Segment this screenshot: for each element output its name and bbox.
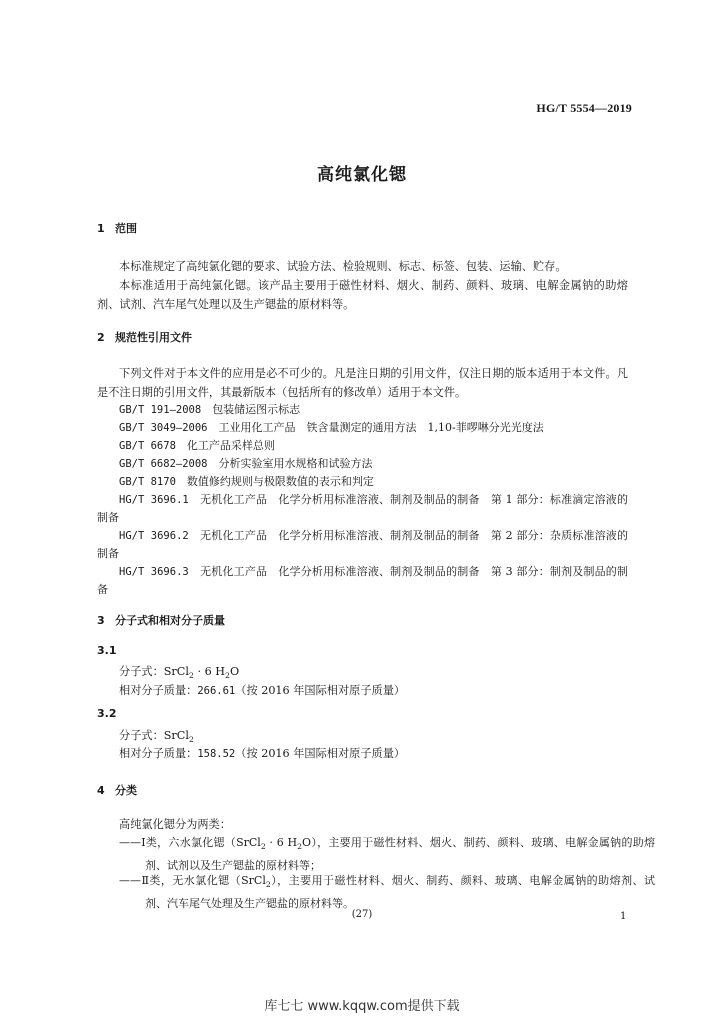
reference-title: 包装储运图示标志 [212,403,301,416]
reference-item [97,563,628,599]
formula-part: · 6 H [193,665,226,678]
document-title: 高纯氯化锶 [317,165,407,185]
reference-code: GB/T 6678 [119,440,176,452]
item-subscript: 2 [297,842,303,852]
reference-item [97,419,628,437]
standard-code: HG/T 5554—2019 [536,101,632,115]
subsection-3-1-number: 3.1 [97,644,117,657]
page-number-right: 1 [620,911,627,922]
reference-title: 无机化工产品 化学分析用标准溶液、制剂及制品的制备 第 3 部分：制剂及制品的制备 [97,565,628,596]
section-1-paragraph-2: 本标准适用于高纯氯化锶。该产品主要用于磁性材料、烟火、制药、颜料、玻璃、电解金属钠的助熔剂、试剂、汽车尾气处理以及生产锶盐的原材料等。 [97,279,628,311]
page-number-center: (27) [351,909,373,920]
mass-value: 158.52 [197,748,236,760]
reference-code: GB/T 8170 [119,476,176,488]
item-subscript: 2 [265,880,271,890]
formula-part: O [230,665,240,678]
item-subscript: 2 [260,842,266,852]
reference-code: HG/T 3696.2 [119,530,189,542]
section-3-heading [97,612,225,628]
section-4-title: 分类 [115,784,137,797]
item-text: ——Ⅰ类，六水氯化锶（SrCl [119,836,261,849]
classification-item-2 [119,871,655,913]
footer-watermark: 库七七 www.kqqw.com提供下载 [264,999,460,1014]
mass-note: （按 2016 年国际相对原子质量） [235,684,406,697]
reference-code: HG/T 3696.1 [119,494,189,506]
formula-subscript: 2 [188,735,194,745]
classification-item-1 [119,833,655,875]
item-text: · 6 H [265,836,298,849]
section-1-number: 1 [97,222,105,235]
mass-line-3-1 [119,681,405,701]
section-3-number: 3 [97,614,105,627]
item-text: O），主要用于磁性材料、烟火、制药、颜料、玻璃、电解金属钠的助熔剂、试剂以及生产锶盐的原材料等； [145,836,656,873]
reference-item [97,455,628,473]
section-1-title: 范围 [115,222,137,235]
reference-title: 化工产品采样总则 [186,439,275,452]
section-4-heading [97,782,137,798]
formula-part: SrCl [163,665,189,678]
reference-item [97,473,628,491]
mass-label: 相对分子质量： [119,684,198,697]
reference-code: HG/T 3696.3 [119,566,189,578]
reference-title: 工业用化工产品 铁含量测定的通用方法 1,10-菲啰啉分光光度法 [218,421,544,434]
reference-item [97,437,628,455]
subsection-3-2-number: 3.2 [97,707,117,720]
mass-value: 266.61 [197,685,236,697]
section-4-number: 4 [97,784,105,797]
section-2-heading [97,329,192,345]
section-1-heading [97,220,137,236]
reference-title: 分析实验室用水规格和试验方法 [218,457,373,470]
section-4-intro: 高纯氯化锶分为两类： [119,818,231,831]
item-text: ），主要用于磁性材料、烟火、制药、颜料、玻璃、电解金属钠的助熔剂、试剂、汽车尾气处理及生产锶盐的原材料等。 [145,874,655,911]
section-3-title: 分子式和相对分子质量 [115,614,225,627]
reference-code: GB/T 6682—2008 [119,458,208,470]
section-1-paragraph-1: 本标准规定了高纯氯化锶的要求、试验方法、检验规则、标志、标签、包装、运输、贮存。 [119,260,567,273]
mass-label: 相对分子质量： [119,747,198,760]
formula-subscript: 2 [188,671,194,681]
item-text: ——Ⅱ类，无水氯化锶（SrCl [119,874,266,887]
formula-label: 分子式： [119,729,164,742]
section-2-title: 规范性引用文件 [115,331,192,344]
section-2-number: 2 [97,331,105,344]
mass-note: （按 2016 年国际相对原子质量） [235,747,406,760]
formula-label: 分子式： [119,665,164,678]
reference-title: 无机化工产品 化学分析用标准溶液、制剂及制品的制备 第 2 部分：杂质标准溶液的制备 [97,529,628,560]
section-2-intro: 下列文件对于本文件的应用是必不可少的。凡是注日期的引用文件，仅注日期的版本适用于本文件。凡是不注日期的引用文件，其最新版本（包括所有的修改单）适用于本文件。 [97,367,628,399]
formula-subscript: 2 [225,671,230,681]
reference-title: 数值修约规则与极限数值的表示和判定 [186,475,374,488]
reference-code: GB/T 3049—2006 [119,422,208,434]
formula-part: SrCl [163,729,189,742]
reference-title: 无机化工产品 化学分析用标准溶液、制剂及制品的制备 第 1 部分：标准滴定溶液的制备 [97,493,628,524]
reference-code: GB/T 191—2008 [119,404,202,416]
reference-item [97,527,628,563]
mass-line-3-2 [119,744,405,764]
reference-item [97,401,628,419]
reference-item [97,491,628,527]
